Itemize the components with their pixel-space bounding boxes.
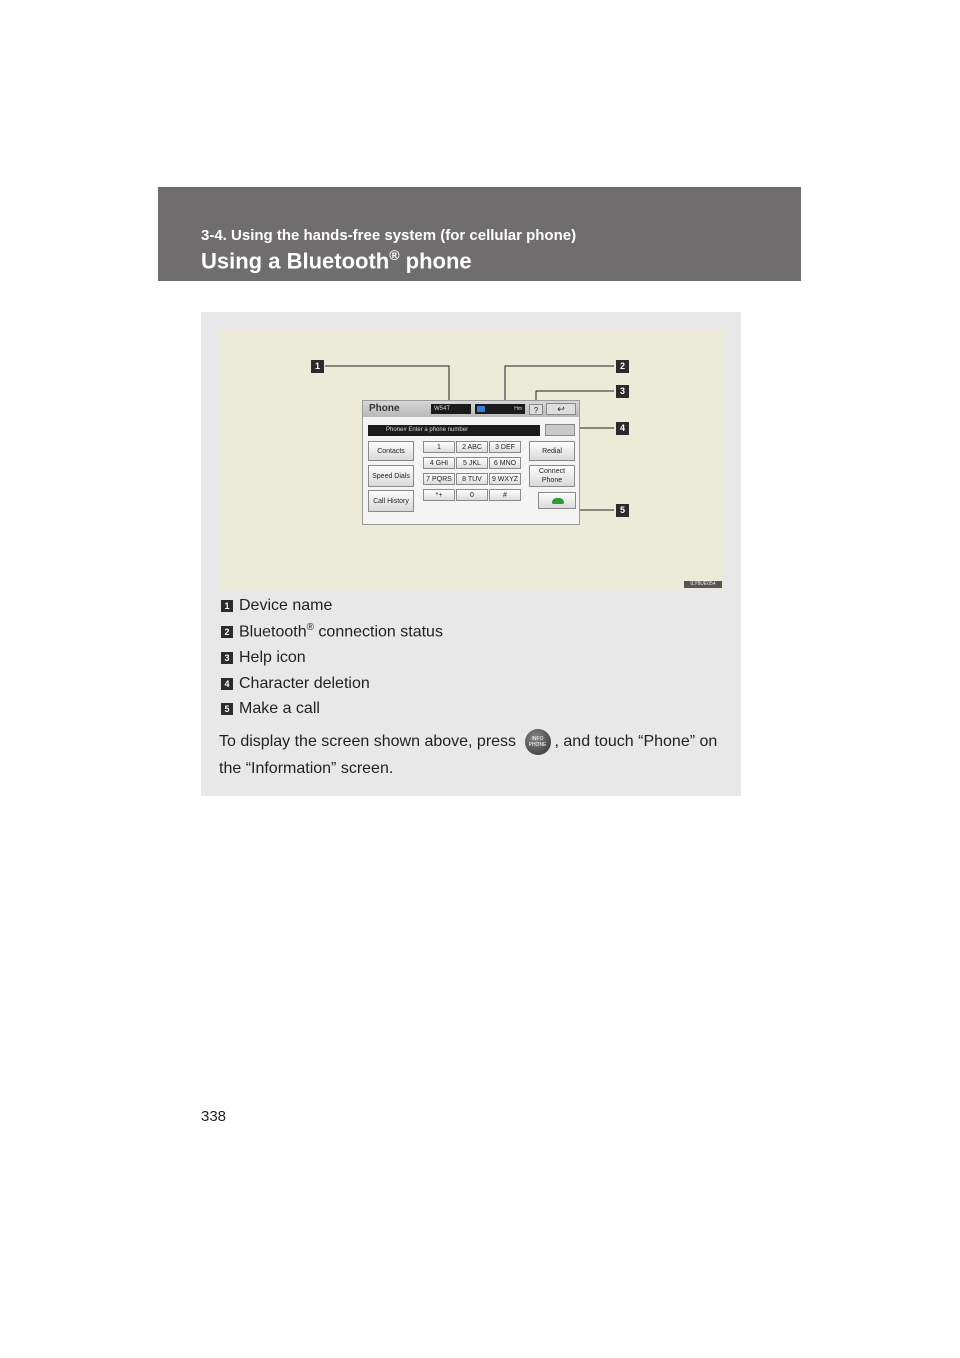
figure-id: ILY8UE054	[684, 581, 722, 588]
phone-screen-illustration	[220, 330, 723, 589]
legend-number: 5	[221, 703, 233, 715]
legend-number: 2	[221, 626, 233, 638]
key-6[interactable]: 6 MNO	[489, 457, 521, 469]
info-phone-button-icon	[525, 729, 551, 755]
legend-item-3	[221, 647, 306, 669]
bluetooth-icon	[477, 406, 485, 412]
legend-number: 1	[221, 600, 233, 612]
legend-text	[239, 622, 443, 641]
title-main: Using a Bluetooth	[201, 248, 390, 274]
legend-item-4	[221, 673, 370, 695]
key-3[interactable]: 3 DEF	[489, 441, 521, 453]
legend-text: Device name	[239, 597, 333, 614]
legend-text: Help icon	[239, 649, 306, 666]
page-number: 338	[201, 1108, 227, 1125]
title-end: phone	[399, 248, 472, 274]
redial-button[interactable]: Redial	[529, 441, 575, 461]
status-text: Hm	[514, 406, 522, 412]
key-2[interactable]: 2 ABC	[456, 441, 488, 453]
connect-phone-button[interactable]: Connect Phone	[529, 465, 575, 487]
key-1[interactable]: 1	[423, 441, 455, 453]
legend-number: 4	[221, 678, 233, 690]
registered-mark: ®	[389, 247, 400, 263]
key-7[interactable]: 7 PQRS	[423, 473, 455, 485]
call-history-button[interactable]: Call History	[368, 490, 414, 512]
phone-screen	[362, 400, 580, 525]
key-hash[interactable]: #	[489, 489, 521, 501]
key-5[interactable]: 5 JKL	[456, 457, 488, 469]
callout-4: 4	[616, 422, 629, 435]
content-panel	[201, 312, 741, 796]
call-button[interactable]	[538, 492, 576, 509]
legend-text-main: Bluetooth	[239, 623, 307, 641]
legend-text-end: connection status	[313, 623, 443, 641]
instruction-text	[219, 728, 729, 782]
callout-5: 5	[616, 504, 629, 517]
device-name: W54T	[431, 404, 471, 414]
key-star[interactable]: *+	[423, 489, 455, 501]
legend-text: Make a call	[239, 700, 320, 717]
chapter-header	[158, 187, 801, 281]
key-4[interactable]: 4 GHI	[423, 457, 455, 469]
legend-text: Character deletion	[239, 675, 370, 692]
back-button[interactable]: ↩	[546, 403, 576, 415]
delete-button[interactable]	[545, 424, 575, 436]
bluetooth-status	[475, 404, 525, 414]
legend-item-2	[221, 621, 443, 643]
phone-label: PHONE	[528, 741, 547, 748]
speed-dials-button[interactable]: Speed Dials	[368, 465, 414, 487]
registered-mark: ®	[306, 622, 314, 634]
help-button[interactable]: ?	[529, 404, 543, 415]
phone-handset-icon	[552, 498, 564, 504]
callout-3: 3	[616, 385, 629, 398]
contacts-button[interactable]: Contacts	[368, 441, 414, 461]
key-9[interactable]: 9 WXYZ	[489, 473, 521, 485]
key-0[interactable]: 0	[456, 489, 488, 501]
callout-1: 1	[311, 360, 324, 373]
screen-title-bar	[363, 401, 579, 417]
callout-2: 2	[616, 360, 629, 373]
instruction-before: To display the screen shown above, press	[219, 733, 521, 750]
section-title: 3-4. Using the hands-free system (for cellular phone)	[201, 227, 577, 244]
screen-title: Phone	[369, 403, 400, 414]
phone-number-field[interactable]: Phone# Enter a phone number	[368, 425, 540, 436]
instruction-after: , and touch “Phone” on the “Information” screen.	[219, 733, 718, 777]
legend-number: 3	[221, 652, 233, 664]
key-8[interactable]: 8 TUV	[456, 473, 488, 485]
legend-item-5	[221, 698, 320, 720]
page-title	[201, 247, 472, 274]
legend-item-1	[221, 595, 332, 617]
info-label: INFO	[531, 735, 544, 742]
